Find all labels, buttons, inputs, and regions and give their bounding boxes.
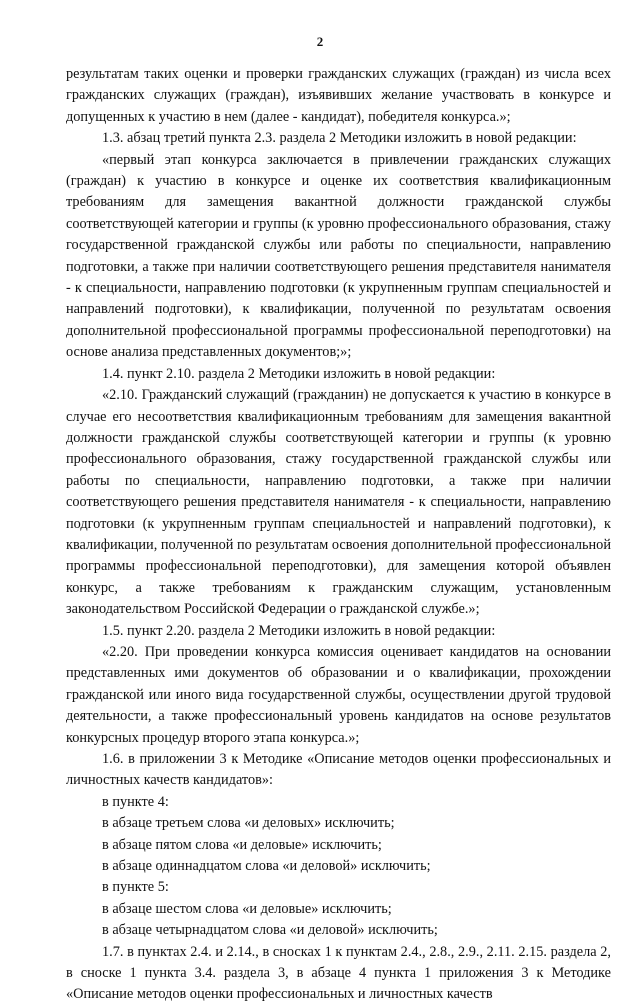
document-body	[66, 64, 611, 1006]
paragraph-quote-first-stage: «первый этап конкурса заключается в привлечении гражданских служащих (граждан) к участию в конкурсе и оценке их соответствия квалификационным требованиям для замещения вакантной должности гражданской службы соответствующей категории и группы (к уровню профессионального образования, стажу государственной гражданской службы или работы по специальности, направлению подготовки, а также при наличии соответствующего решения представителя нанимателя - к специальности, направлению подготовки (к укрупненным группам специальностей и направлений подготовки), к квалификации, полученной по результатам освоения дополнительной профессиональной программы профессиональной переподготовки) на основе анализа представленных документов;»;	[66, 151, 611, 361]
list-item: в абзаце шестом слова «и деловые» исключить;	[102, 900, 392, 917]
list-item: в абзаце одиннадцатом слова «и деловой» исключить;	[102, 858, 431, 875]
paragraph-quote-2-20: «2.20. При проведении конкурса комиссия оценивает кандидатов на основании представленных ими документов об образовании и о квалификации, прохождении гражданской или иного вида государственной службы, осуществлении другой трудовой деятельности, а также профессиональный уровень кандидатов на основе результатов конкурсных процедур второго этапа конкурса.»;	[66, 643, 611, 746]
paragraph-1-3: 1.3. абзац третий пункта 2.3. раздела 2 Методики изложить в новой редакции:	[102, 130, 577, 147]
list-item: в абзаце четырнадцатом слова «и деловой» исключить;	[102, 922, 438, 939]
paragraph-quote-2-10: «2.10. Гражданский служащий (гражданин) не допускается к участию в конкурсе в случае его несоответствия квалификационным требованиям для замещения вакантной должности гражданской службы соответствующей категории и группы (к уровню профессионального образования, стажу государственной гражданской службы или работы по специальности, направлению подготовки, а также при наличии соответствующего решения представителя нанимателя - к специальности, направлению подготовки (к укрупненным группам специальностей и направлений подготовки), к квалификации, полученной по результатам освоения дополнительной профессиональной программы профессиональной переподготовки), для замещения которой объявлен конкурс, а также требованиям к гражданским служащим, установленным законодательством Российской Федерации о гражданской службе.»;	[66, 387, 611, 618]
paragraph-continuation: результатам таких оценки и проверки гражданских служащих (граждан) из числа всех гражданских служащих (граждан), изъявивших желание участвовать в конкурсе и допущенных к участию в нем (далее - кандидат), победителя конкурса.»;	[66, 66, 611, 125]
list-item: в пункте 4:	[102, 793, 169, 810]
list-item: в абзаце третьем слова «и деловых» исключить;	[102, 815, 395, 832]
paragraph-1-5: 1.5. пункт 2.20. раздела 2 Методики изложить в новой редакции:	[102, 622, 496, 639]
paragraph-1-7: 1.7. в пунктах 2.4. и 2.14., в сносках 1 к пунктам 2.4., 2.8., 2.9., 2.11. 2.15. раздела 2, в сноске 1 пункта 3.4. раздела 3, в абзаце 4 пункта 1 приложения 3 к Методике «Описание методов оценки профессиональных и личностных качеств	[66, 943, 611, 1003]
list-item: в пункте 5:	[102, 879, 169, 896]
paragraph-1-4: 1.4. пункт 2.10. раздела 2 Методики изложить в новой редакции:	[102, 365, 496, 382]
paragraph-1-6: 1.6. в приложении 3 к Методике «Описание методов оценки профессиональных и личностных качеств кандидатов»:	[66, 751, 611, 789]
page-number: 2	[316, 34, 324, 49]
list-item: в абзаце пятом слова «и деловые» исключить;	[102, 836, 382, 853]
